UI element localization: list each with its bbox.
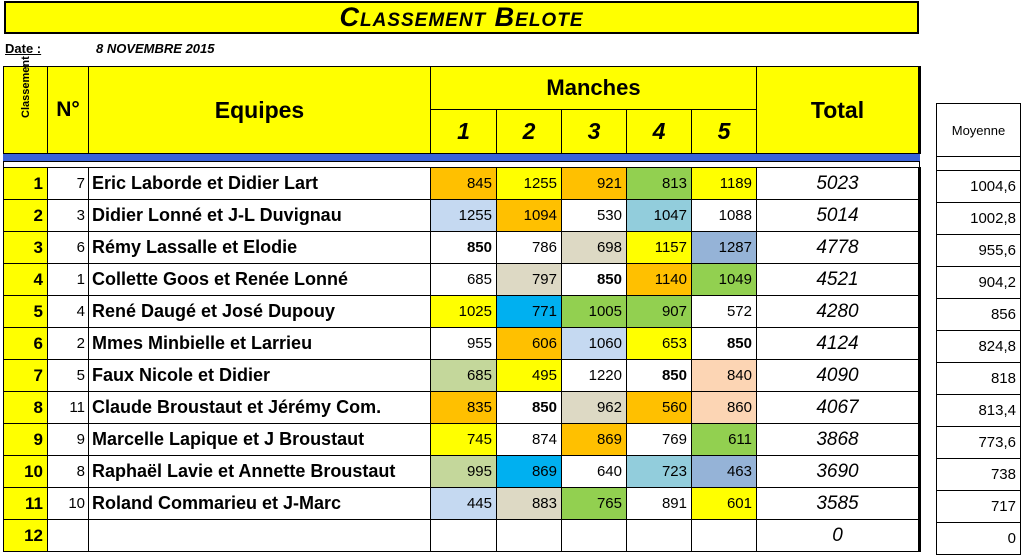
- header-number: N°: [48, 67, 89, 154]
- manche-3-score-cell: 1060: [562, 328, 627, 360]
- manche-3-score-cell: 765: [562, 488, 627, 520]
- rank-cell: 6: [4, 328, 48, 360]
- manche-3-score-cell: 1005: [562, 296, 627, 328]
- blue-separator: [4, 154, 920, 162]
- manche-2-score-cell: 874: [497, 424, 562, 456]
- manche-1-score-cell: 445: [431, 488, 497, 520]
- table-row: [4, 200, 920, 232]
- average-cell: 818: [937, 363, 1021, 395]
- team-name-cell: René Daugé et José Dupouy: [89, 296, 431, 328]
- team-number-cell: 3: [48, 200, 89, 232]
- manche-4-score-cell: 1157: [627, 232, 692, 264]
- manche-1-score-cell: 1025: [431, 296, 497, 328]
- average-table: [936, 103, 1021, 555]
- header-manches: Manches: [431, 67, 757, 110]
- manche-3-score-cell: 850: [562, 264, 627, 296]
- rank-cell: 5: [4, 296, 48, 328]
- manche-5-score-cell: 1287: [692, 232, 757, 264]
- manche-5-score-cell: 463: [692, 456, 757, 488]
- average-row: [937, 331, 1021, 363]
- average-row: [937, 459, 1021, 491]
- rank-cell: 12: [4, 520, 48, 552]
- table-row: [4, 424, 920, 456]
- average-cell: 717: [937, 491, 1021, 523]
- manche-2-score-cell: 883: [497, 488, 562, 520]
- title-banner: [4, 1, 919, 34]
- manche-2-score-cell: 786: [497, 232, 562, 264]
- table-row: [4, 296, 920, 328]
- table-row: [4, 168, 920, 200]
- average-row: [937, 523, 1021, 555]
- table-row: [4, 360, 920, 392]
- manche-5-score-cell: 1049: [692, 264, 757, 296]
- manche-1-score-cell: 1255: [431, 200, 497, 232]
- manche-2-score-cell: 1255: [497, 168, 562, 200]
- rank-cell: 11: [4, 488, 48, 520]
- table-row: [4, 488, 920, 520]
- average-spacer: [937, 157, 1021, 171]
- header-manche-3: 3: [562, 110, 627, 154]
- manche-1-score-cell: 685: [431, 360, 497, 392]
- team-number-cell: 5: [48, 360, 89, 392]
- team-number-cell: 2: [48, 328, 89, 360]
- average-row: [937, 299, 1021, 331]
- rank-cell: 9: [4, 424, 48, 456]
- manche-2-score-cell: [497, 520, 562, 552]
- manche-4-score-cell: 891: [627, 488, 692, 520]
- manche-2-score-cell: 797: [497, 264, 562, 296]
- total-cell: 4124: [757, 328, 920, 360]
- total-cell: 4521: [757, 264, 920, 296]
- team-number-cell: 11: [48, 392, 89, 424]
- team-number-cell: 1: [48, 264, 89, 296]
- manche-4-score-cell: 560: [627, 392, 692, 424]
- manche-1-score-cell: [431, 520, 497, 552]
- team-name-cell: Eric Laborde et Didier Lart: [89, 168, 431, 200]
- rank-cell: 7: [4, 360, 48, 392]
- average-cell: 773,6: [937, 427, 1021, 459]
- manche-3-score-cell: 962: [562, 392, 627, 424]
- team-number-cell: [48, 520, 89, 552]
- manche-3-score-cell: 640: [562, 456, 627, 488]
- manche-4-score-cell: 850: [627, 360, 692, 392]
- team-name-cell: Collette Goos et Renée Lonné: [89, 264, 431, 296]
- average-cell: 824,8: [937, 331, 1021, 363]
- average-cell: 1002,8: [937, 203, 1021, 235]
- average-row: [937, 171, 1021, 203]
- team-name-cell: Rémy Lassalle et Elodie: [89, 232, 431, 264]
- team-name-cell: Claude Broustaut et Jérémy Com.: [89, 392, 431, 424]
- average-cell: 0: [937, 523, 1021, 555]
- manche-2-score-cell: 495: [497, 360, 562, 392]
- table-row: [4, 520, 920, 552]
- team-number-cell: 8: [48, 456, 89, 488]
- average-cell: 738: [937, 459, 1021, 491]
- manche-1-score-cell: 685: [431, 264, 497, 296]
- total-cell: 5023: [757, 168, 920, 200]
- team-number-cell: 6: [48, 232, 89, 264]
- header-teams: Equipes: [89, 67, 431, 154]
- date-label: Date :: [5, 41, 42, 56]
- manche-4-score-cell: 769: [627, 424, 692, 456]
- ranking-table: [3, 56, 921, 552]
- manche-2-score-cell: 869: [497, 456, 562, 488]
- rank-cell: 10: [4, 456, 48, 488]
- manche-5-score-cell: 1189: [692, 168, 757, 200]
- manche-3-score-cell: 921: [562, 168, 627, 200]
- manche-4-score-cell: 723: [627, 456, 692, 488]
- average-row: [937, 203, 1021, 235]
- manche-2-score-cell: 850: [497, 392, 562, 424]
- average-cell: 856: [937, 299, 1021, 331]
- manche-5-score-cell: 850: [692, 328, 757, 360]
- manche-4-score-cell: 813: [627, 168, 692, 200]
- manche-4-score-cell: 653: [627, 328, 692, 360]
- total-cell: 4280: [757, 296, 920, 328]
- table-row: [4, 392, 920, 424]
- average-row: [937, 427, 1021, 459]
- header-average: Moyenne: [937, 104, 1021, 157]
- header-rank: Classement: [4, 67, 48, 154]
- manche-1-score-cell: 845: [431, 168, 497, 200]
- average-row: [937, 267, 1021, 299]
- rank-cell: 2: [4, 200, 48, 232]
- average-row: [937, 235, 1021, 267]
- team-name-cell: Raphaël Lavie et Annette Broustaut: [89, 456, 431, 488]
- manche-3-score-cell: 1220: [562, 360, 627, 392]
- rank-cell: 8: [4, 392, 48, 424]
- manche-1-score-cell: 995: [431, 456, 497, 488]
- team-name-cell: Mmes Minbielle et Larrieu: [89, 328, 431, 360]
- average-cell: 1004,6: [937, 171, 1021, 203]
- team-name-cell: [89, 520, 431, 552]
- rank-cell: 1: [4, 168, 48, 200]
- manche-5-score-cell: 1088: [692, 200, 757, 232]
- manche-4-score-cell: 907: [627, 296, 692, 328]
- header-total: Total: [757, 67, 920, 154]
- manche-5-score-cell: [692, 520, 757, 552]
- manche-4-score-cell: 1047: [627, 200, 692, 232]
- manche-5-score-cell: 860: [692, 392, 757, 424]
- manche-5-score-cell: 611: [692, 424, 757, 456]
- average-cell: 813,4: [937, 395, 1021, 427]
- team-number-cell: 10: [48, 488, 89, 520]
- team-number-cell: 7: [48, 168, 89, 200]
- total-cell: 0: [757, 520, 920, 552]
- page-title: Classement Belote: [339, 2, 584, 32]
- header-manche-2: 2: [497, 110, 562, 154]
- manche-1-score-cell: 835: [431, 392, 497, 424]
- total-cell: 4778: [757, 232, 920, 264]
- manche-3-score-cell: 530: [562, 200, 627, 232]
- header-manche-1: 1: [431, 110, 497, 154]
- table-row: [4, 328, 920, 360]
- team-number-cell: 4: [48, 296, 89, 328]
- rank-cell: 4: [4, 264, 48, 296]
- manche-1-score-cell: 955: [431, 328, 497, 360]
- manche-3-score-cell: 698: [562, 232, 627, 264]
- total-cell: 3585: [757, 488, 920, 520]
- total-cell: 5014: [757, 200, 920, 232]
- team-name-cell: Didier Lonné et J-L Duvignau: [89, 200, 431, 232]
- date-value: 8 NOVEMBRE 2015: [96, 41, 215, 56]
- header-manche-5: 5: [692, 110, 757, 154]
- manche-4-score-cell: [627, 520, 692, 552]
- manche-2-score-cell: 1094: [497, 200, 562, 232]
- average-row: [937, 491, 1021, 523]
- manche-3-score-cell: [562, 520, 627, 552]
- table-row: [4, 264, 920, 296]
- total-cell: 4067: [757, 392, 920, 424]
- manche-1-score-cell: 850: [431, 232, 497, 264]
- table-row: [4, 456, 920, 488]
- team-name-cell: Roland Commarieu et J-Marc: [89, 488, 431, 520]
- manche-1-score-cell: 745: [431, 424, 497, 456]
- manche-5-score-cell: 840: [692, 360, 757, 392]
- table-row: [4, 232, 920, 264]
- team-name-cell: Faux Nicole et Didier: [89, 360, 431, 392]
- manche-5-score-cell: 572: [692, 296, 757, 328]
- manche-3-score-cell: 869: [562, 424, 627, 456]
- manche-5-score-cell: 601: [692, 488, 757, 520]
- total-cell: 3868: [757, 424, 920, 456]
- average-row: [937, 363, 1021, 395]
- total-cell: 3690: [757, 456, 920, 488]
- manche-2-score-cell: 606: [497, 328, 562, 360]
- team-name-cell: Marcelle Lapique et J Broustaut: [89, 424, 431, 456]
- manche-4-score-cell: 1140: [627, 264, 692, 296]
- average-row: [937, 395, 1021, 427]
- average-cell: 955,6: [937, 235, 1021, 267]
- total-cell: 4090: [757, 360, 920, 392]
- manche-2-score-cell: 771: [497, 296, 562, 328]
- team-number-cell: 9: [48, 424, 89, 456]
- header-manche-4: 4: [627, 110, 692, 154]
- average-cell: 904,2: [937, 267, 1021, 299]
- rank-cell: 3: [4, 232, 48, 264]
